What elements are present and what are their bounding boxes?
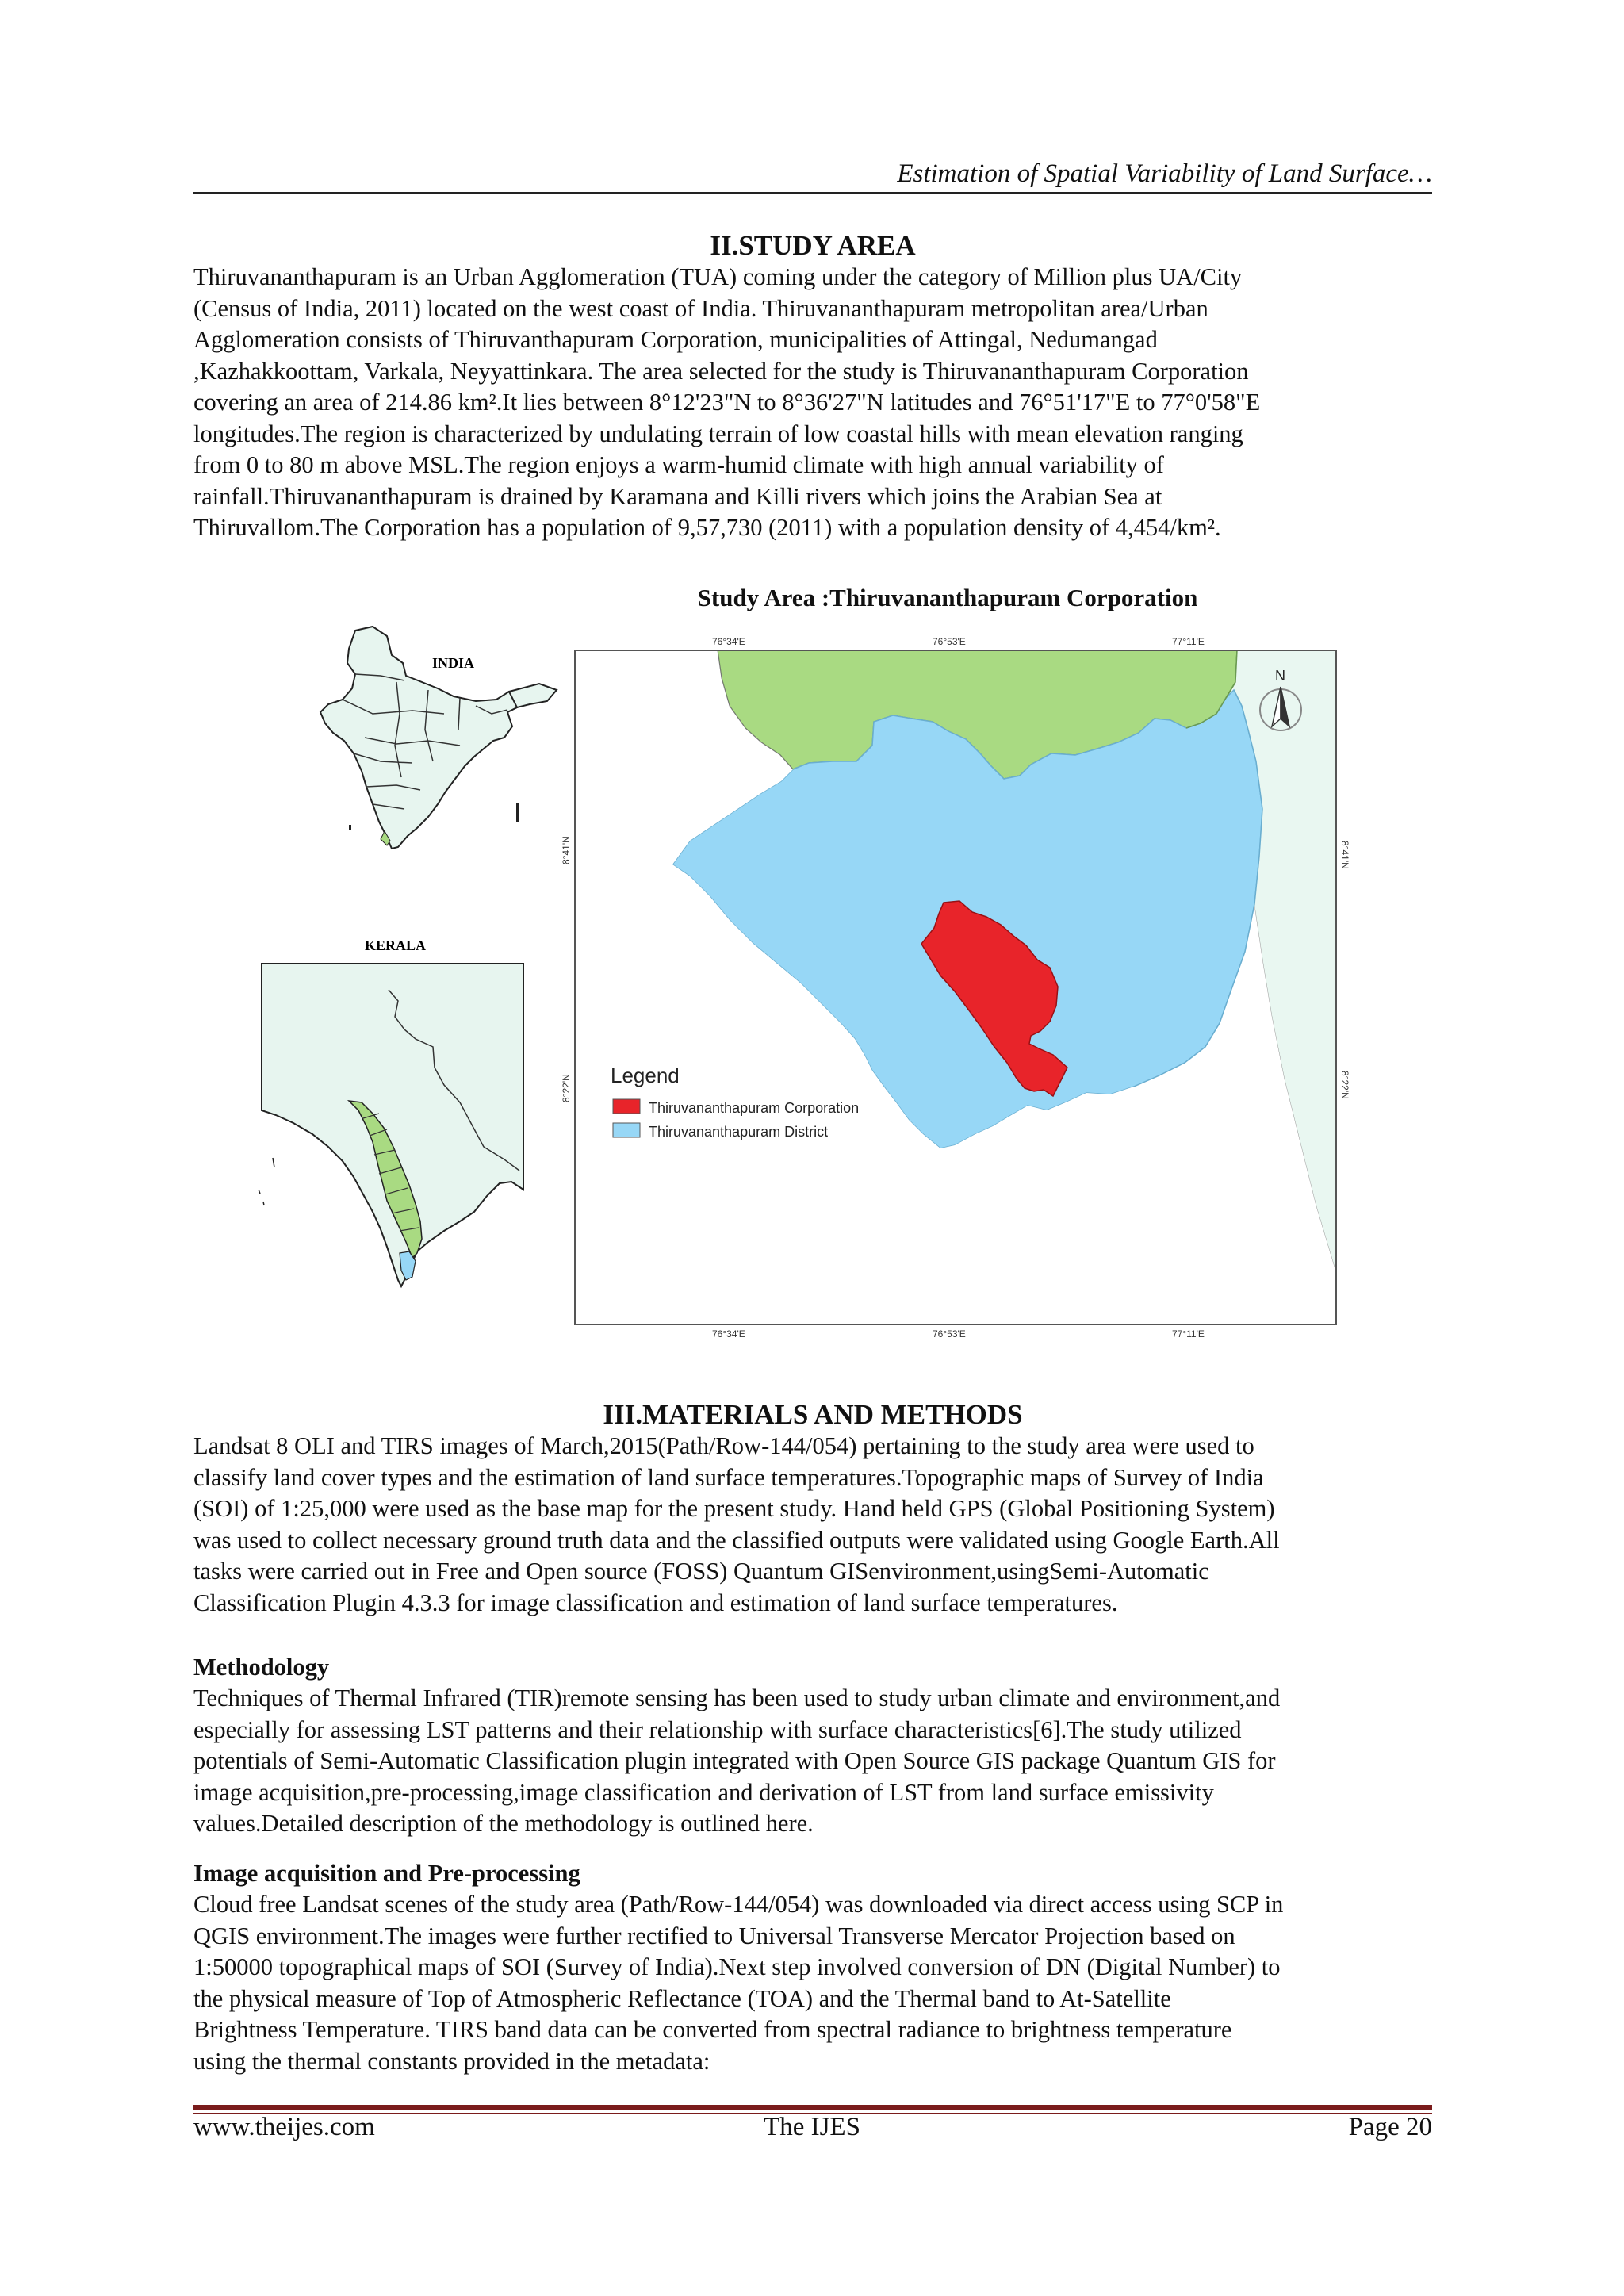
header-rule — [193, 192, 1432, 194]
lon-tick-bottom-1: 76°34'E — [712, 1328, 745, 1340]
lat-tick-left-2: 8°22'N — [561, 1074, 572, 1102]
legend-title: Legend — [611, 1064, 680, 1087]
figure-title: Study Area :Thiruvananthapuram Corporation — [697, 584, 1198, 611]
text-line: ,Kazhakkoottam, Varkala, Neyyattinkara. The area selected for the study is Thiruvananthapuram Corporation — [193, 357, 1249, 385]
text-line: classify land cover types and the estimation of land surface temperatures.Topographic maps of Survey of India — [193, 1463, 1264, 1491]
text-line: from 0 to 80 m above MSL.The region enjoys a warm-humid climate with high annual variability of — [193, 451, 1164, 478]
study-area-figure — [254, 619, 1350, 1340]
lon-tick-bottom-2: 76°53'E — [933, 1328, 966, 1340]
text-line: (Census of India, 2011) located on the west coast of India. Thiruvananthapuram metropolitan area/Urban — [193, 294, 1208, 322]
running-header: Estimation of Spatial Variability of Land Surface… — [897, 159, 1432, 188]
section-heading-materials: III.MATERIALS AND METHODS — [603, 1399, 1023, 1430]
text-line: longitudes.The region is characterized by undulating terrain of low coastal hills with mean elevation ranging — [193, 420, 1243, 447]
text-line: values.Detailed description of the methodology is outlined here. — [193, 1810, 814, 1837]
text-line: using the thermal constants provided in the metadata: — [193, 2047, 710, 2075]
materials-paragraph — [193, 1431, 1432, 1619]
text-line: rainfall.Thiruvananthapuram is drained by Karamana and Killi rivers which joins the Arabian Sea at — [193, 482, 1162, 510]
text-line: Landsat 8 OLI and TIRS images of March,2015(Path/Row-144/054) pertaining to the study area were used to — [193, 1432, 1254, 1459]
legend-label-corporation: Thiruvananthapuram Corporation — [649, 1100, 860, 1116]
subheading-methodology: Methodology — [193, 1654, 330, 1681]
lon-tick-top-3: 77°11'E — [1172, 636, 1205, 647]
text-line: image acquisition,pre-processing,image classification and derivation of LST from land surface emissivity — [193, 1778, 1214, 1806]
footer-page-number: Page 20 — [1348, 2113, 1432, 2141]
text-line: covering an area of 214.86 km².It lies between 8°12'23"N to 8°36'27"N latitudes and 76°51'17"E to 77°0'58"E — [193, 389, 1261, 416]
legend-swatch-district — [613, 1123, 640, 1137]
subheading-image-acquisition: Image acquisition and Pre-processing — [193, 1860, 580, 1887]
india-inset-map — [320, 627, 557, 912]
methodology-paragraph — [193, 1683, 1432, 1840]
kerala-inset-background — [262, 964, 523, 1286]
kerala-label: KERALA — [365, 937, 427, 953]
text-line: Brightness Temperature. TIRS band data can be converted from spectral radiance to brightness temperature — [193, 2016, 1232, 2043]
north-arrow-label: N — [1275, 668, 1285, 684]
study-area-paragraph — [193, 262, 1432, 544]
lakshadweep-islands — [349, 825, 351, 830]
india-label: INDIA — [432, 655, 475, 671]
text-line: the physical measure of Top of Atmospheric Reflectance (TOA) and the Thermal band to At-Satellite — [193, 1984, 1171, 2012]
footer-website: www.theijes.com — [193, 2113, 375, 2141]
lakshadweep-marks — [259, 1158, 274, 1205]
text-line: Agglomeration consists of Thiruvanthapuram Corporation, municipalities of Attingal, Nedumangad — [193, 326, 1158, 353]
main-study-map — [561, 636, 1350, 1340]
lon-tick-top-2: 76°53'E — [933, 636, 966, 647]
text-line: especially for assessing LST patterns and their relationship with surface characteristics[6].The study utilized — [193, 1715, 1242, 1743]
kerala-inset-map — [259, 937, 523, 1286]
text-line: Classification Plugin 4.3.3 for image classification and estimation of land surface temperatures. — [193, 1589, 1118, 1616]
text-line: potentials of Semi-Automatic Classification plugin integrated with Open Source GIS package Quantum GIS for — [193, 1747, 1276, 1774]
andaman-islands — [516, 803, 519, 822]
legend-swatch-corporation — [613, 1099, 640, 1114]
section-heading-study-area: II.STUDY AREA — [710, 230, 916, 261]
text-line: Cloud free Landsat scenes of the study area (Path/Row-144/054) was downloaded via direct access using SCP in — [193, 1891, 1284, 1918]
text-line: Techniques of Thermal Infrared (TIR)remote sensing has been used to study urban climate and environment,and — [193, 1685, 1281, 1711]
legend-label-district: Thiruvananthapuram District — [649, 1124, 829, 1140]
text-line: (SOI) of 1:25,000 were used as the base map for the present study. Hand held GPS (Global Positioning System) — [193, 1495, 1275, 1522]
text-line: tasks were carried out in Free and Open source (FOSS) Quantum GISenvironment,usingSemi-Automatic — [193, 1558, 1209, 1585]
text-line: QGIS environment.The images were further rectified to Universal Transverse Mercator Projection based on — [193, 1922, 1235, 1949]
footer-journal: The IJES — [764, 2113, 860, 2141]
image-acquisition-paragraph — [193, 1889, 1432, 2077]
lon-tick-top-1: 76°34'E — [712, 636, 745, 647]
lat-tick-right-1: 8°41'N — [1339, 841, 1350, 869]
lat-tick-right-2: 8°22'N — [1339, 1071, 1350, 1099]
lat-tick-left-1: 8°41'N — [561, 836, 572, 864]
text-line: was used to collect necessary ground truth data and the classified outputs were validated using Google Earth.All — [193, 1526, 1280, 1554]
lon-tick-bottom-3: 77°11'E — [1172, 1328, 1205, 1340]
text-line: 1:50000 topographical maps of SOI (Survey of India).Next step involved conversion of DN (Digital Number) to — [193, 1953, 1281, 1980]
text-line: Thiruvallom.The Corporation has a population of 9,57,730 (2011) with a population density of 4,454/km². — [193, 514, 1221, 541]
text-line: Thiruvananthapuram is an Urban Agglomeration (TUA) coming under the category of Million plus UA/City — [193, 263, 1243, 290]
